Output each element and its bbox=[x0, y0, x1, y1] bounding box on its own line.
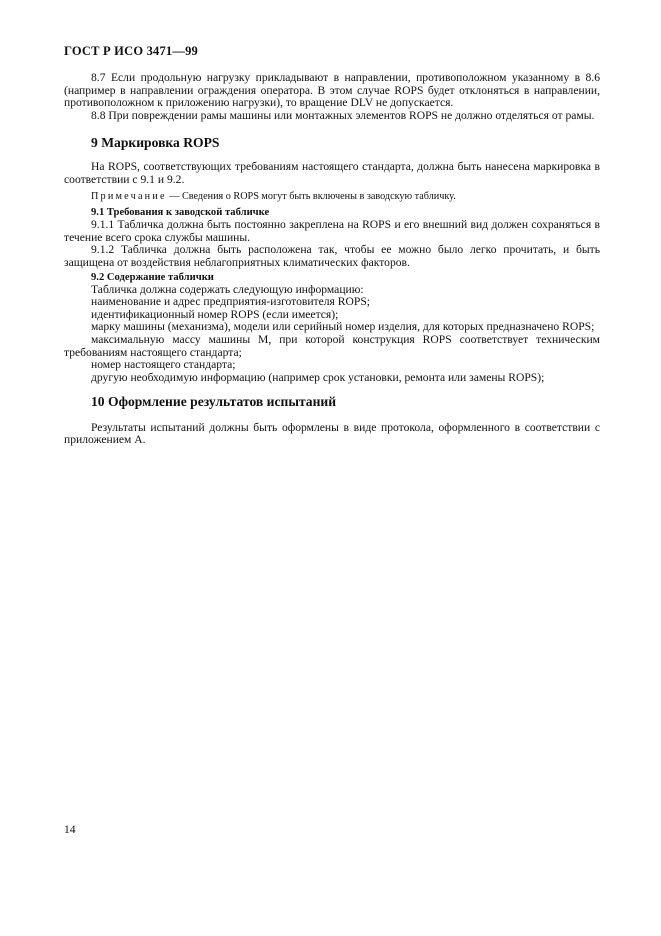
list-item: идентификационный номер ROPS (если имеется); bbox=[91, 307, 339, 321]
list-item: номер настоящего стандарта; bbox=[91, 358, 236, 372]
paragraph-8-8: 8.8 При повреждении рамы машины или монтажных элементов ROPS не должно отделяться от рамы. bbox=[91, 108, 595, 122]
section-9-intro: На ROPS, соответствующих требованиям настоящего стандарта, должна быть нанесена маркировка в соответствии с 9.1 и 9.2. bbox=[64, 159, 600, 186]
note-text: — Сведения о ROPS могут быть включены в заводскую табличку. bbox=[166, 191, 456, 203]
paragraph-9-1-2: 9.1.2 Табличка должна быть расположена так, чтобы ее можно было легко прочитать, и быть защищена от воздействия неблагоприятных климатических факторов. bbox=[64, 243, 600, 269]
document-body bbox=[64, 72, 600, 447]
subsection-9-2-title: 9.2 Содержание таблички bbox=[91, 271, 214, 283]
list-item: максимальную массу машины M, при которой конструкция ROPS соответствует техническим требованиям настоящего стандарта; bbox=[64, 332, 600, 359]
paragraph-8-7: 8.7 Если продольную нагрузку прикладывают в направлении, противоположном указанному в 8.6 (например в направлении ограждения оператора. В этом случае ROPS будет отклоняться в направлении, противоположном к приложению нагрузки), то вращение DLV не допускается. bbox=[64, 71, 600, 110]
document-header: ГОСТ Р ИСО 3471—99 bbox=[64, 44, 198, 58]
page-number: 14 bbox=[64, 823, 76, 836]
paragraph-9-1-1: 9.1.1 Табличка должна быть постоянно закреплена на ROPS и его внешний вид должен сохраняться в течение всего срока службы машины. bbox=[64, 218, 600, 244]
section-10-title: 10 Оформление результатов испытаний bbox=[91, 394, 337, 410]
list-item: другую необходимую информацию (например срок установки, ремонта или замены ROPS); bbox=[91, 370, 545, 384]
section-10-text: Результаты испытаний должны быть оформлены в виде протокола, оформленного в соответствии с приложением А. bbox=[64, 420, 600, 447]
list-item: марку машины (механизма), модели или серийный номер изделия, для которых предназначено ROPS; bbox=[91, 320, 595, 334]
section-9-note bbox=[91, 191, 600, 203]
note-label: Примечание bbox=[91, 191, 167, 203]
list-item: Табличка должна содержать следующую информацию: bbox=[91, 282, 364, 296]
section-9-title: 9 Маркировка ROPS bbox=[91, 135, 220, 151]
list-item: наименование и адрес предприятия-изготовителя ROPS; bbox=[91, 295, 371, 309]
subsection-9-1-title: 9.1 Требования к заводской табличке bbox=[91, 207, 270, 219]
